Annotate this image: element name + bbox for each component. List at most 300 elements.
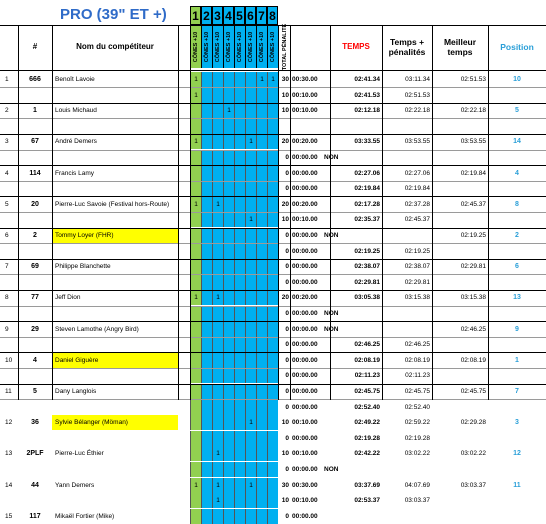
row-divider [0,150,546,151]
position-cell: 10 [513,76,521,83]
temps-cell [330,228,382,243]
cone-cell [256,353,267,368]
meilleur-temps-cell [432,368,488,383]
position-cell: 2 [515,232,519,239]
temps-cell: 02:19.84 [354,185,380,193]
column-divider [278,25,279,400]
bib-number-cell [18,88,52,103]
bib-number-cell: 77 [31,294,39,302]
temps-penalites-cell: 02:45.75 [404,388,430,395]
temps-cell: 02:29.81 [354,278,380,286]
competitor-name-cell [52,150,178,165]
cone-cell [234,88,245,103]
cone-cell [201,228,212,243]
temps-cell: 02:41.34 [354,76,380,83]
temps-penalites-cell: 03:15.38 [404,294,430,302]
table-row [0,368,546,383]
cone-cell [256,275,267,290]
temps-penalites-cell: 02:37.28 [404,200,430,208]
temps-penalites-cell: 02:19.28 [404,434,430,442]
cone-cell [234,415,245,430]
bib-number-cell: 117 [29,512,41,520]
row-divider [0,87,546,88]
cone-cell [212,384,223,399]
cone-cell [212,88,223,103]
row-divider [0,274,546,275]
cone-cell [212,134,223,149]
cone-cell [190,415,201,430]
cone-cell [201,88,212,103]
rank-cell: 8 [5,294,9,302]
cone-cell [212,400,223,415]
meilleur-temps-cell: 02:45.75 [460,388,486,395]
penalty-time-cell: 00:30.00 [292,76,318,83]
temps-cell [330,306,382,321]
rank-cell: 5 [5,200,9,208]
rank-cell [0,275,14,290]
meilleur-temps-cell [432,509,488,524]
cone-cell [223,400,234,415]
cone-cell [234,368,245,383]
total-penalty-cell: 20 [281,138,289,146]
penalty-time-cell: 00:00.00 [292,169,318,177]
position-cell: 6 [515,263,519,271]
cone-cell: 1 [212,446,223,461]
temps-cell: 02:11.23 [354,372,380,380]
position-cell: 5 [515,107,519,115]
table-row [0,244,546,259]
cone-cell [190,306,201,321]
row-divider [0,165,546,166]
penalty-time-cell [290,119,330,134]
cone-cell [201,197,212,212]
cone-cell [256,197,267,212]
cone-cell [201,244,212,259]
table-row [0,493,546,508]
bib-number-cell [18,275,52,290]
row-divider [0,181,546,182]
competitor-name-cell: Dany Langlois [55,388,97,395]
cone-cell [234,259,245,274]
cone-number-1: 1 [190,6,201,25]
cone-cell [245,103,256,118]
temps-penalites-cell: 02:19.84 [404,185,430,193]
temps-cell: 02:08.19 [354,356,380,364]
cone-cell [223,166,234,181]
rank-cell [0,431,14,446]
cone-cell [256,368,267,383]
cone-header-text: CÔNES +10 [193,31,199,62]
cone-cell [234,134,245,149]
cone-cell [190,400,201,415]
competitor-name-cell: Daniel Giguère [52,353,178,368]
temps-cell [330,509,382,524]
temps-penalites-cell [382,462,432,477]
cone-cell [190,119,201,134]
rank-cell [0,119,14,134]
position-cell [488,244,546,259]
cone-cell [267,275,278,290]
column-divider [52,25,53,400]
cone-cell [223,493,234,508]
table-row [0,353,546,368]
row-divider [0,352,546,353]
cone-cell [190,322,201,337]
cone-cell [245,150,256,165]
penalty-time-cell: 00:00.00 [292,325,318,333]
row-divider [0,321,546,322]
total-penalty-cell: 0 [285,388,289,395]
cone-header-8 [267,25,278,68]
non-cell: NON [324,154,339,161]
cone-cell: 1 [245,134,256,149]
header-total-penalty-text: TOTAL PÉNALITÉ [281,23,288,70]
cone-number-8: 8 [267,6,278,25]
total-penalty-cell: 0 [285,466,289,473]
cone-header-text: CÔNES +10 [226,31,232,62]
rank-cell: 1 [5,76,9,83]
cone-cell [201,368,212,383]
cone-cell [223,197,234,212]
table-row [0,462,546,477]
rank-cell: 3 [5,138,9,146]
total-penalty-cell: 0 [285,434,289,442]
cone-cell [190,493,201,508]
cone-cell [234,384,245,399]
position-cell [488,509,546,524]
position-cell: 4 [515,169,519,177]
cone-cell [234,119,245,134]
table-row [0,290,546,305]
sheet-title: PRO (39" ET +) [60,6,167,23]
bib-number-cell [18,337,52,352]
cone-cell [256,212,267,227]
meilleur-temps-cell [432,212,488,227]
meilleur-temps-cell: 02:45.37 [460,200,486,208]
temps-penalites-cell: 02:52.40 [404,403,430,411]
position-cell [488,181,546,196]
cone-cell [190,431,201,446]
temps-cell: 03:05.38 [354,294,380,302]
temps-cell: 02:52.40 [354,403,380,411]
non-cell: NON [324,310,339,317]
bib-number-cell [18,212,52,227]
cone-cell [234,166,245,181]
meilleur-temps-cell [432,181,488,196]
cone-header-5 [234,25,245,68]
cone-cell [212,275,223,290]
bib-number-cell: 1 [33,107,37,115]
temps-cell: 02:42.22 [354,450,380,458]
cone-cell [245,462,256,477]
cone-cell [256,88,267,103]
meilleur-temps-cell: 03:53.55 [460,138,486,146]
cone-cell [267,103,278,118]
temps-cell [330,322,382,337]
cone-cell: 1 [212,478,223,493]
cone-cell [234,446,245,461]
table-row [0,322,546,337]
temps-cell: 02:12.18 [354,107,380,115]
cone-cell [267,181,278,196]
total-penalty-cell: 20 [281,200,289,208]
cone-cell [190,212,201,227]
table-row [0,509,546,524]
cone-cell [190,228,201,243]
row-divider [0,196,546,197]
cone-header-text: CÔNES +10 [204,31,210,62]
rank-cell: 6 [5,232,9,239]
cone-cell [201,166,212,181]
cone-cell: 1 [245,478,256,493]
rank-cell: 9 [5,325,9,333]
position-cell [488,431,546,446]
column-divider [190,25,191,400]
cone-cell [245,88,256,103]
cone-cell [212,150,223,165]
rank-cell [0,181,14,196]
cone-cell [256,103,267,118]
cone-cell [223,150,234,165]
cone-cell [190,462,201,477]
cone-cell [234,431,245,446]
meilleur-temps-cell: 02:29.81 [460,263,486,271]
penalty-time-cell: 00:00.00 [292,512,318,520]
penalty-time-cell: 00:30.00 [292,481,318,489]
cone-cell [267,259,278,274]
penalty-time-cell: 00:20.00 [292,294,318,302]
rank-cell: 13 [5,450,13,458]
temps-penalites-cell: 02:22.18 [404,107,430,115]
cone-cell [234,478,245,493]
cone-cell [245,431,256,446]
cone-cell [267,306,278,321]
cone-cell [267,368,278,383]
position-cell: 14 [513,138,521,146]
bib-number-cell: 67 [31,138,39,146]
cone-cell [234,306,245,321]
cone-cell [212,259,223,274]
table-row [0,197,546,212]
cone-cell: 1 [190,72,201,87]
cone-cell [245,306,256,321]
cone-cell [190,150,201,165]
cone-cell [201,259,212,274]
cone-cell [223,322,234,337]
table-row [0,306,546,321]
temps-penalites-cell [382,150,432,165]
competitor-name-cell: Francis Lamy [55,169,95,177]
bib-number-cell [18,244,52,259]
cone-cell [256,509,267,524]
cone-cell [245,509,256,524]
cone-cell [223,72,234,87]
rank-cell [0,337,14,352]
cone-cell [267,493,278,508]
bib-number-cell [18,462,52,477]
temps-cell: 02:38.07 [354,263,380,271]
temps-cell [330,462,382,477]
table-row [0,150,546,165]
cone-cell [212,103,223,118]
cone-cell: 1 [190,290,201,305]
header-num: # [32,42,38,51]
rank-cell [0,150,14,165]
cone-cell [212,353,223,368]
position-cell [488,212,546,227]
row-divider [0,306,546,307]
position-cell [488,368,546,383]
temps-penalites-cell: 02:45.37 [404,216,430,224]
table-row [0,337,546,352]
bib-number-cell [18,493,52,508]
header-position: Position [500,41,534,52]
competitor-name-cell [52,88,178,103]
temps-cell: 02:19.28 [354,434,380,442]
table-row [0,228,546,243]
cone-cell [267,415,278,430]
cone-cell [245,228,256,243]
row-divider [0,259,546,260]
competitor-name-cell [52,431,178,446]
temps-penalites-cell: 02:51.53 [404,91,430,99]
cone-cell [245,337,256,352]
bib-number-cell [18,181,52,196]
row-divider [0,25,546,26]
position-cell [488,493,546,508]
cone-cell [190,368,201,383]
cone-cell [223,290,234,305]
cone-cell [212,368,223,383]
cone-cell [245,72,256,87]
cone-cell [223,181,234,196]
meilleur-temps-cell [432,431,488,446]
cone-cell [267,509,278,524]
cone-cell [201,212,212,227]
cone-cell [201,306,212,321]
penalty-time-cell: 00:00.00 [292,403,318,411]
cone-cell [234,290,245,305]
header-temps-penalites: Temps + pénalités [388,36,426,57]
temps-cell: 02:49.22 [354,419,380,427]
cone-cell [234,103,245,118]
non-cell: NON [324,325,339,333]
cone-cell [256,400,267,415]
cone-cell [267,478,278,493]
meilleur-temps-cell: 02:29.28 [460,419,486,427]
meilleur-temps-cell [432,150,488,165]
temps-cell: 02:46.25 [354,341,380,349]
position-cell [488,400,546,415]
cone-cell [201,415,212,430]
penalty-time-cell: 00:00.00 [292,310,318,317]
temps-cell: 03:37.69 [354,481,380,489]
cone-cell [267,88,278,103]
row-divider [0,337,546,338]
cone-cell [223,306,234,321]
penalty-time-cell: 00:10.00 [292,107,318,115]
position-cell [488,462,546,477]
meilleur-temps-cell: 03:02.22 [460,450,486,458]
position-cell: 8 [515,200,519,208]
temps-cell [330,150,382,165]
temps-penalites-cell: 02:46.25 [404,341,430,349]
bib-number-cell: 666 [29,76,41,83]
temps-cell: 02:45.75 [354,388,380,395]
cone-number-5: 5 [234,6,245,25]
temps-penalites-cell: 02:08.19 [404,356,430,364]
table-row [0,446,546,461]
cone-cell [256,337,267,352]
cone-cell: 1 [245,415,256,430]
bib-number-cell [18,400,52,415]
meilleur-temps-cell: 02:51.53 [460,76,486,83]
table-row [0,259,546,274]
competitor-name-cell: Philippe Blanchette [55,263,111,271]
table-row [0,415,546,430]
cone-cell [190,509,201,524]
row-divider [0,290,546,291]
cone-cell [190,244,201,259]
cone-cell [212,72,223,87]
bib-number-cell: 4 [33,356,37,364]
cone-cell [201,337,212,352]
cone-cell [212,431,223,446]
column-divider [432,25,433,400]
cone-cell [223,212,234,227]
penalty-time-cell: 00:00.00 [292,388,318,395]
cone-cell [234,150,245,165]
meilleur-temps-cell [432,119,488,134]
competitor-name-cell [52,244,178,259]
cone-cell [223,134,234,149]
cone-cell [212,228,223,243]
cone-cell [245,493,256,508]
total-penalty-cell: 10 [281,419,289,427]
total-penalty-cell: 10 [281,497,289,505]
temps-penalites-cell: 03:02.22 [404,450,430,458]
cone-cell [267,400,278,415]
total-penalty-cell: 10 [281,450,289,458]
cone-cell [190,384,201,399]
column-divider [290,25,291,400]
temps-penalites-cell [382,119,432,134]
penalty-time-cell: 00:10.00 [292,450,318,458]
cone-cell [234,197,245,212]
table-row [0,72,546,87]
table-row [0,431,546,446]
meilleur-temps-cell: 02:22.18 [460,107,486,115]
table-row [0,103,546,118]
position-cell [488,88,546,103]
position-cell: 7 [515,388,519,395]
penalty-time-cell: 00:00.00 [292,341,318,349]
cone-cell [201,119,212,134]
temps-penalites-cell: 03:03.37 [404,497,430,505]
cone-cell: 1 [190,197,201,212]
cone-cell [256,478,267,493]
cone-cell [267,462,278,477]
competitor-name-cell [52,306,178,321]
penalty-time-cell: 00:00.00 [292,247,318,255]
rank-cell [0,212,14,227]
temps-penalites-cell [382,322,432,337]
cone-cell [245,322,256,337]
total-penalty-cell: 0 [285,185,289,193]
cone-cell [267,244,278,259]
cone-cell [256,166,267,181]
competitor-name-cell: Sylvie Bélanger (Möman) [52,415,178,430]
